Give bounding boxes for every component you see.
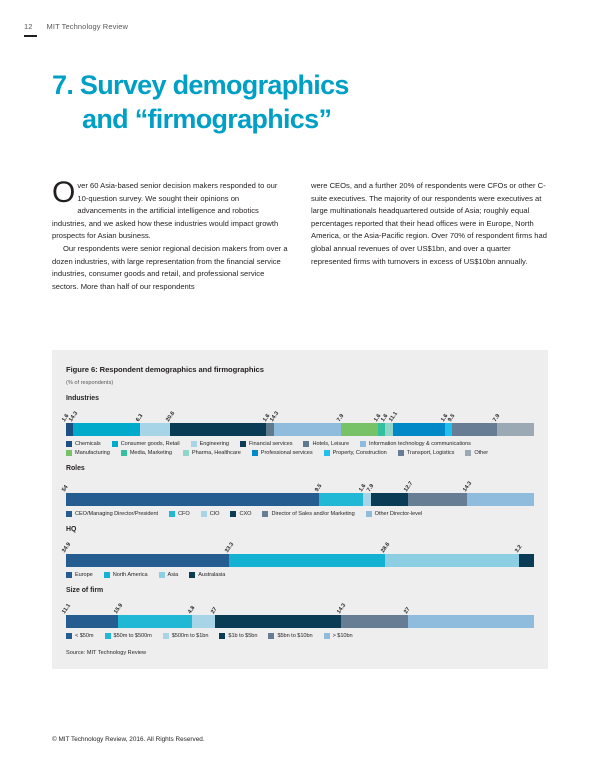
- stacked-bar-industries: [66, 423, 534, 436]
- bar-value-label: 9.5: [447, 413, 457, 423]
- legend-item: [324, 450, 387, 456]
- bar-value-label: 7.9: [365, 483, 376, 493]
- legend-label: Chemicals: [75, 441, 101, 447]
- figure-panel: [52, 350, 548, 669]
- bar-value-label: 27: [402, 606, 412, 615]
- legend-item: [66, 441, 101, 447]
- legend-swatch: [324, 450, 330, 456]
- legend-item: [366, 511, 423, 517]
- legend-label: Engineering: [199, 441, 229, 447]
- legend-label: CXO: [239, 511, 252, 517]
- bar-value-label: 20.6: [165, 410, 177, 423]
- bar-value-label: 33.3: [224, 541, 236, 554]
- legend-label: Pharma, Healthcare: [191, 450, 241, 456]
- legend-item: [240, 441, 293, 447]
- legend-label: Australasia: [198, 572, 226, 578]
- bar-segment: [519, 554, 534, 567]
- bar-value-label: 54: [61, 484, 70, 493]
- bar-value-label: 28.6: [380, 541, 392, 554]
- publication-name: MIT Technology Review: [46, 22, 128, 31]
- body-paragraph-1: [52, 176, 289, 243]
- legend-size-of-firm: [66, 633, 534, 639]
- bar-segment: [140, 423, 170, 436]
- bar-segment: [408, 493, 467, 506]
- legend-label: < $50m: [75, 633, 94, 639]
- body-paragraph-1-text: ver 60 Asia-based senior decision makers responded to our 10-question survey. We sought their opinions on advancements in the artificial intelligence and robotics industries, and we asked how these industries would impact growth prospects for Asian business.: [52, 181, 279, 241]
- chart-section-hq: [61, 526, 534, 578]
- legend-item: [219, 633, 257, 639]
- bar-value-label: 7.9: [336, 413, 346, 423]
- chart-section-industries: [61, 395, 534, 456]
- legend-swatch: [163, 633, 169, 639]
- legend-label: Information technology & communications: [369, 441, 471, 447]
- legend-label: > $10bn: [332, 633, 353, 639]
- value-labels-industries: [61, 403, 534, 423]
- bar-value-label: 14.3: [269, 410, 281, 423]
- legend-item: [268, 633, 312, 639]
- bar-segment: [467, 493, 534, 506]
- bar-segment: [73, 423, 140, 436]
- drop-cap: O: [52, 176, 76, 209]
- bar-value-label: 9.5: [313, 483, 324, 493]
- legend-label: Professional services: [260, 450, 313, 456]
- bar-segment: [118, 615, 192, 628]
- legend-swatch: [252, 450, 258, 456]
- legend-swatch: [66, 450, 72, 456]
- legend-item: [112, 441, 180, 447]
- legend-swatch: [159, 572, 165, 578]
- figure-source: Source: MIT Technology Review: [66, 650, 147, 656]
- legend-label: North America: [112, 572, 148, 578]
- legend-item: [183, 450, 241, 456]
- stacked-bar-size-of-firm: [66, 615, 534, 628]
- legend-swatch: [219, 633, 225, 639]
- section-heading-hq: HQ: [66, 526, 77, 533]
- stacked-bar-roles: [66, 493, 534, 506]
- legend-swatch: [230, 511, 236, 517]
- bar-segment: [170, 423, 267, 436]
- bar-segment: [66, 615, 118, 628]
- legend-roles: [66, 511, 534, 517]
- page-number: 12: [24, 22, 33, 31]
- bar-value-label: 1.6: [261, 413, 271, 423]
- legend-swatch: [360, 441, 366, 447]
- bar-value-label: 34.9: [61, 541, 73, 554]
- legend-swatch: [66, 511, 72, 517]
- body-paragraph-2: Our respondents were senior regional decision makers from over a dozen industries, with large representation from the financial service industries, consumer goods and retail, and professional service sectors. More than half of our respondents: [52, 243, 288, 291]
- legend-label: Financial services: [248, 441, 293, 447]
- legend-label: CEO/Managing Director/President: [75, 511, 159, 517]
- bar-segment: [497, 423, 534, 436]
- legend-label: Asia: [167, 572, 179, 578]
- chart-section-roles: [61, 465, 534, 517]
- page-title-line-1: 7. Survey demographics: [52, 70, 349, 100]
- page-title: [52, 68, 572, 136]
- bar-value-label: 7.9: [492, 413, 502, 423]
- bar-segment: [445, 423, 452, 436]
- section-heading-industries: Industries: [66, 395, 99, 402]
- bar-segment: [229, 554, 385, 567]
- section-heading-roles: Roles: [66, 465, 85, 472]
- legend-industries: [66, 441, 534, 456]
- legend-item: [121, 450, 172, 456]
- running-head: [24, 22, 128, 31]
- legend-swatch: [104, 572, 110, 578]
- legend-item: [105, 633, 152, 639]
- body-columns: [52, 176, 548, 293]
- legend-swatch: [201, 511, 207, 517]
- legend-item: [163, 633, 209, 639]
- legend-label: CIO: [209, 511, 220, 517]
- bar-value-label: 1.6: [61, 413, 71, 423]
- figure-title: Figure 6: Respondent demographics and firmographics: [66, 365, 264, 374]
- bar-value-label: 27: [209, 606, 219, 615]
- bar-segment: [66, 423, 73, 436]
- legend-swatch: [183, 450, 189, 456]
- bar-segment: [452, 423, 497, 436]
- legend-item: [189, 572, 225, 578]
- bar-segment: [66, 554, 229, 567]
- bar-segment: [378, 423, 385, 436]
- legend-item: [262, 511, 354, 517]
- legend-swatch: [105, 633, 111, 639]
- bar-value-label: 1.6: [380, 413, 390, 423]
- value-labels-hq: [61, 534, 534, 554]
- bar-segment: [215, 615, 341, 628]
- legend-swatch: [303, 441, 309, 447]
- legend-swatch: [240, 441, 246, 447]
- bar-value-label: 1.6: [373, 413, 383, 423]
- footer-copyright: © MIT Technology Review, 2016. All Rights Reserved.: [52, 736, 205, 743]
- legend-item: [66, 511, 158, 517]
- bar-segment: [341, 423, 378, 436]
- legend-item: [159, 572, 179, 578]
- legend-swatch: [66, 441, 72, 447]
- bar-value-label: 15.9: [112, 602, 125, 615]
- bar-segment: [385, 423, 392, 436]
- section-heading-size-of-firm: Size of firm: [66, 587, 104, 594]
- legend-item: [360, 441, 471, 447]
- legend-item: [465, 450, 488, 456]
- bar-value-label: 14.3: [462, 480, 474, 493]
- legend-swatch: [324, 633, 330, 639]
- legend-item: [230, 511, 251, 517]
- legend-item: [66, 450, 110, 456]
- legend-item: [104, 572, 148, 578]
- legend-swatch: [66, 572, 72, 578]
- legend-item: [66, 572, 93, 578]
- legend-label: $1b to $5bn: [228, 633, 258, 639]
- legend-swatch: [121, 450, 127, 456]
- legend-label: Transport, Logistics: [406, 450, 455, 456]
- bar-segment: [319, 493, 363, 506]
- legend-swatch: [398, 450, 404, 456]
- chart-section-size-of-firm: [61, 587, 534, 639]
- legend-item: [169, 511, 190, 517]
- legend-item: [398, 450, 455, 456]
- legend-label: $500m to $1bn: [171, 633, 209, 639]
- value-labels-size-of-firm: [61, 595, 534, 615]
- bar-segment: [363, 493, 370, 506]
- bar-value-label: 4.8: [187, 605, 197, 615]
- legend-item: [191, 441, 229, 447]
- legend-swatch: [366, 511, 372, 517]
- legend-swatch: [262, 511, 268, 517]
- legend-swatch: [191, 441, 197, 447]
- body-paragraph-3: were CEOs, and a further 20% of respondents were CFOs or other C-suite executives. The majority of our respondents were executives at large multinationals headquartered outside of Asia; roughly equal percentages reported that their head offices were in Europe, North America, or the Asia-Pacific region. Over 70% of respondent firms had global annual revenues of over US$1bn, and over a quarter represented firms with turnovers in excess of US$10bn annually.: [311, 181, 547, 266]
- bar-segment: [385, 554, 519, 567]
- bar-value-label: 11.1: [388, 410, 400, 423]
- bar-value-label: 6.3: [135, 413, 145, 423]
- bar-value-label: 14.3: [68, 410, 80, 423]
- legend-item: [303, 441, 349, 447]
- bar-segment: [341, 615, 408, 628]
- bar-value-label: 11.1: [61, 602, 73, 615]
- legend-label: Director of Sales and/or Marketing: [271, 511, 355, 517]
- legend-label: $5bn to $10bn: [277, 633, 313, 639]
- legend-item: [66, 633, 94, 639]
- legend-label: Other: [474, 450, 489, 456]
- bar-segment: [274, 423, 341, 436]
- legend-item: [252, 450, 313, 456]
- bar-segment: [393, 423, 445, 436]
- bar-value-label: 14.3: [335, 602, 348, 615]
- bar-value-label: 1.6: [440, 413, 450, 423]
- bar-segment: [192, 615, 214, 628]
- legend-hq: [66, 572, 534, 578]
- legend-label: Manufacturing: [75, 450, 110, 456]
- bar-segment: [66, 493, 319, 506]
- legend-swatch: [169, 511, 175, 517]
- bar-segment: [408, 615, 534, 628]
- legend-label: $50m to $500m: [113, 633, 152, 639]
- legend-label: Hotels, Leisure: [312, 441, 350, 447]
- value-labels-roles: [61, 473, 534, 493]
- bar-value-label: 3.2: [514, 544, 524, 554]
- bar-value-label: 1.6: [358, 483, 368, 493]
- legend-swatch: [112, 441, 118, 447]
- legend-label: Other Director-level: [374, 511, 423, 517]
- bar-segment: [371, 493, 408, 506]
- page-title-line-2: and “firmographics”: [82, 104, 332, 135]
- legend-label: Property, Construction: [332, 450, 387, 456]
- legend-swatch: [189, 572, 195, 578]
- legend-label: CFO: [178, 511, 190, 517]
- legend-swatch: [66, 633, 72, 639]
- body-column-left: [52, 176, 289, 293]
- bar-segment: [266, 423, 273, 436]
- stacked-bar-hq: [66, 554, 534, 567]
- legend-item: [201, 511, 220, 517]
- figure-subtitle: (% of respondents): [66, 380, 114, 386]
- legend-label: Media, Marketing: [129, 450, 172, 456]
- bar-value-label: 12.7: [402, 480, 414, 493]
- legend-label: Consumer goods, Retail: [120, 441, 180, 447]
- body-column-right: [311, 180, 548, 293]
- legend-label: Europe: [75, 572, 93, 578]
- legend-item: [324, 633, 353, 639]
- legend-swatch: [465, 450, 471, 456]
- legend-swatch: [268, 633, 274, 639]
